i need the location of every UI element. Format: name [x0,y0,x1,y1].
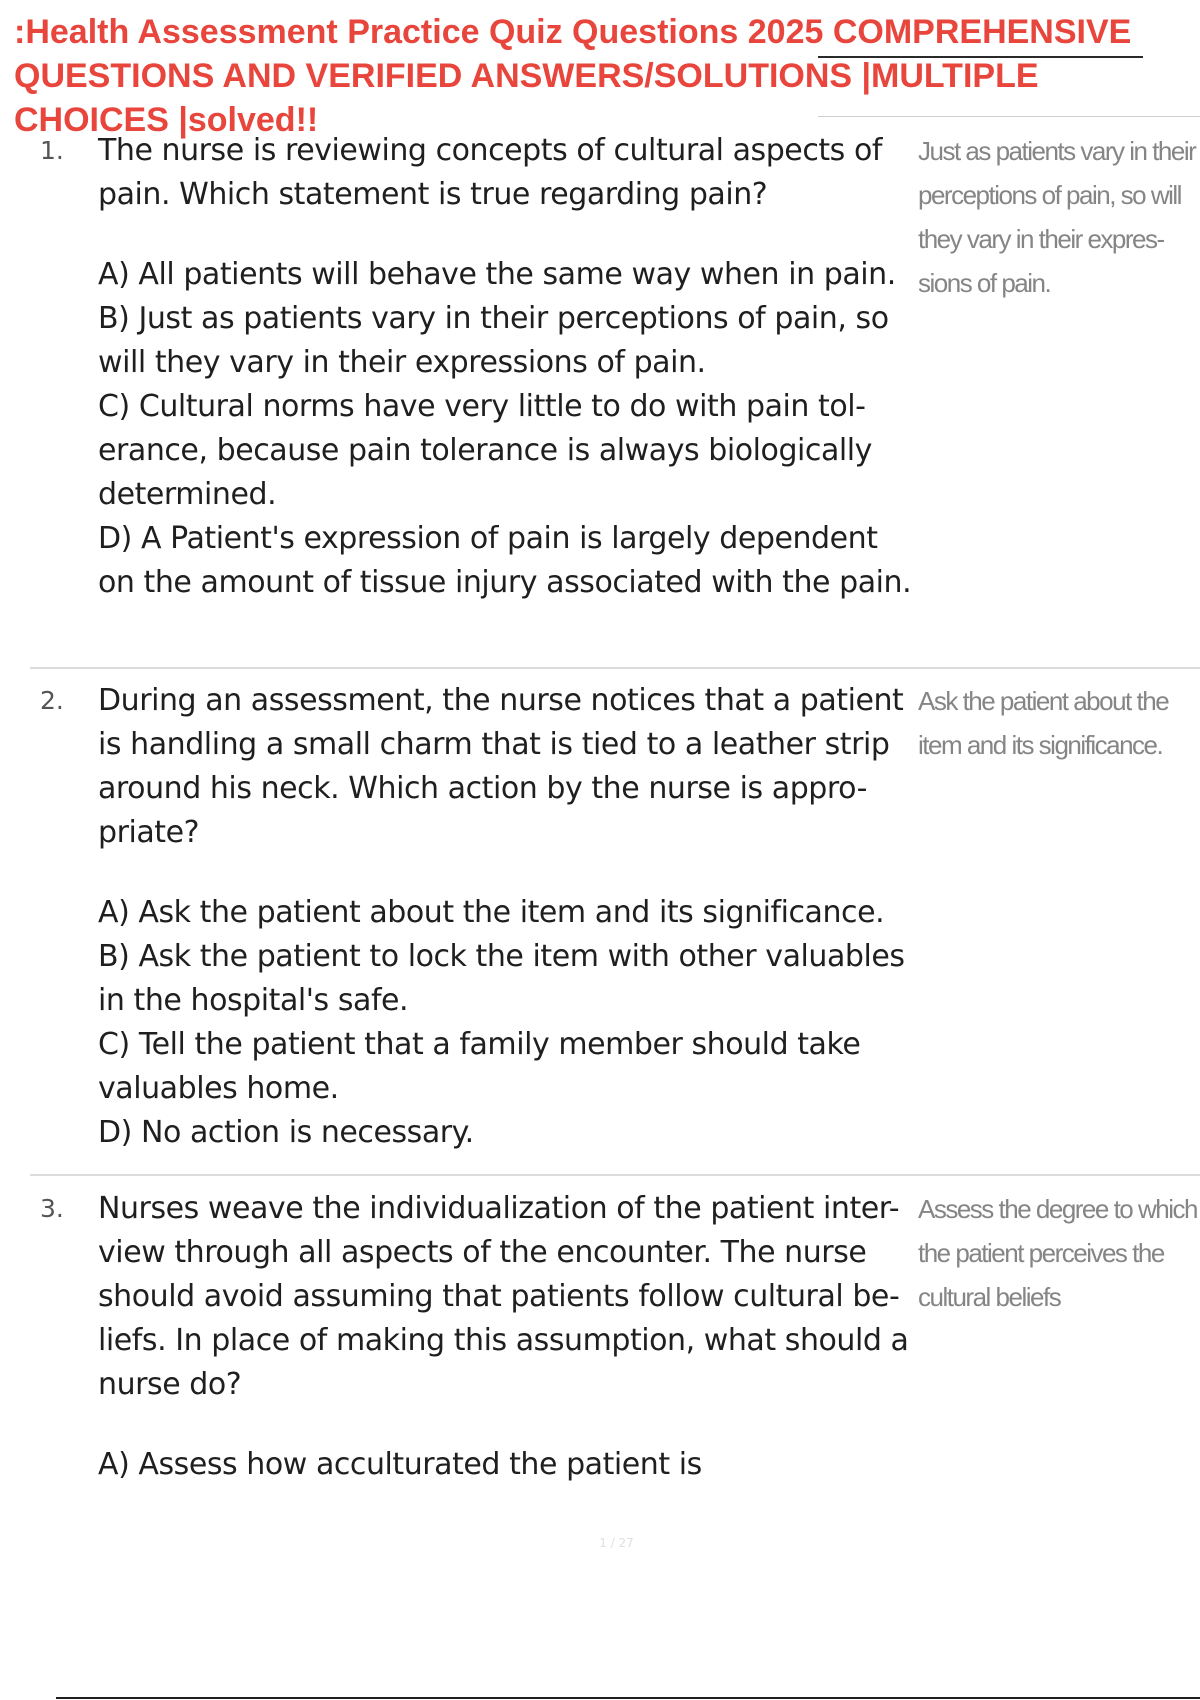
question-number: 3. [40,1194,64,1223]
question-text: During an assessment, the nurse notices that a patient is handling a small charm that is tied to a leather strip around his neck. Which action by the nurse is appro- priate? [98,683,904,850]
title-underline-rule [818,56,1143,58]
option-b: B) Just as patients vary in their perceptions of pain, so will they vary in their expressions of pain. [98,301,889,380]
option-a: A) All patients will behave the same way when in pain. [98,257,896,292]
spacer [98,855,913,891]
question-divider [30,1174,1200,1176]
spacer [98,1407,913,1443]
answer-text: Assess the degree to which the patient perceives the cultural beliefs [918,1194,1197,1312]
question-body [98,129,913,605]
footer-rule [56,1697,1200,1699]
option-a: A) Ask the patient about the item and its significance. [98,895,885,930]
spacer [98,217,913,253]
answer-text: Ask the patient about the item and its significance. [918,686,1169,760]
page-number: 1 / 27 [599,1536,634,1550]
question-divider [30,667,1200,669]
question-body [98,1187,913,1487]
option-a: A) Assess how acculturated the patient is [98,1447,702,1482]
title-thin-rule [818,116,1200,117]
answer-text: Just as patients vary in their perceptions of pain, so will they vary in their expres- sions of pain. [918,136,1196,298]
title-line-1: :Health Assessment Practice Quiz Questions 2025 COMPREHENSIVE [14,13,1132,51]
title-line-2: QUESTIONS AND VERIFIED ANSWERS/SOLUTIONS |MULTIPLE [14,57,1039,95]
question-text: The nurse is reviewing concepts of cultural aspects of pain. Which statement is true regarding pain? [98,133,882,212]
document-title [14,10,1200,142]
option-c: C) Cultural norms have very little to do with pain tol- erance, because pain tolerance is always biologically determined. [98,389,872,512]
question-number: 1. [40,136,64,165]
option-b: B) Ask the patient to lock the item with other valuables in the hospital's safe. [98,939,905,1018]
option-c: C) Tell the patient that a family member should take valuables home. [98,1027,861,1106]
question-number: 2. [40,686,64,715]
option-d: D) No action is necessary. [98,1115,474,1150]
question-body [98,679,913,1155]
question-text: Nurses weave the individualization of the patient inter- view through all aspects of the encounter. The nurse should avoid assuming that patients follow cultural be- liefs. In place of making this assumption, what should a nurse do? [98,1191,909,1402]
option-d: D) A Patient's expression of pain is largely dependent on the amount of tissue injury associated with the pain. [98,521,912,600]
title-line-3: CHOICES |solved!! [14,101,319,139]
